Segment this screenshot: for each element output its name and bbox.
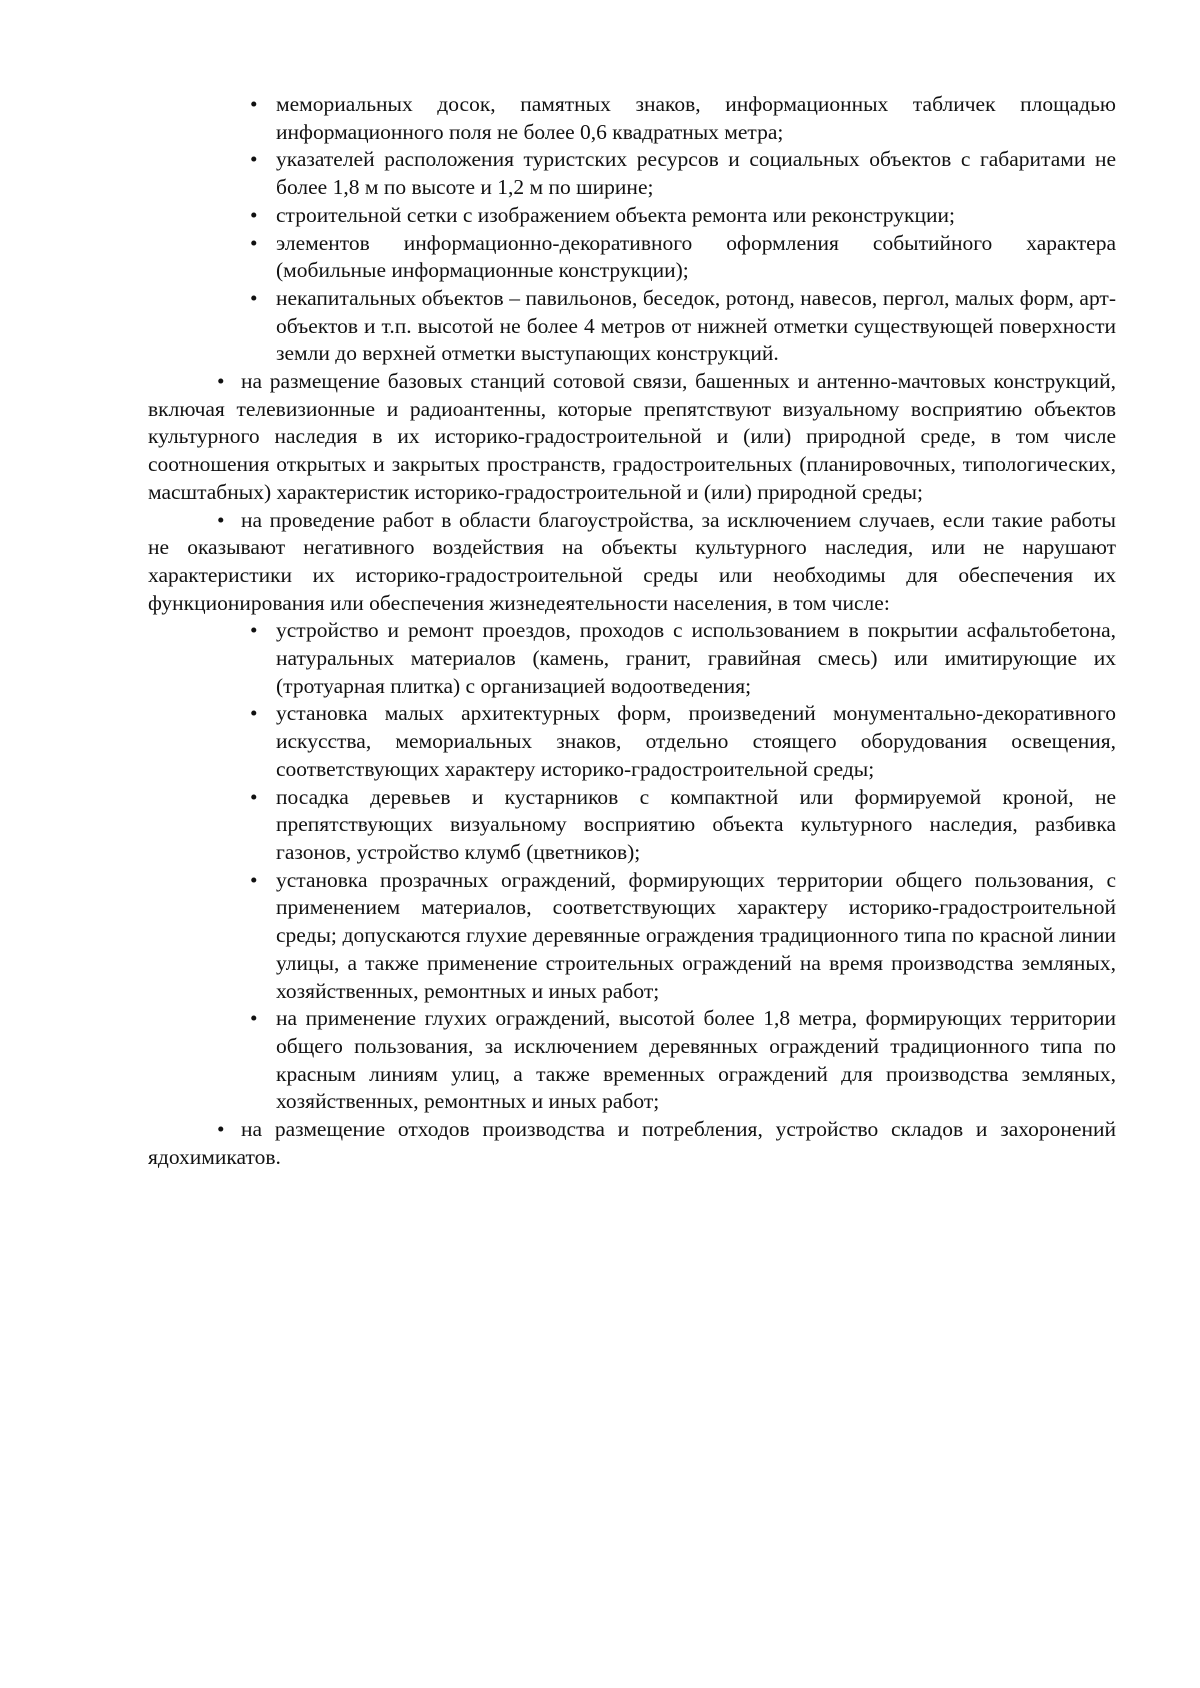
document-body: [148, 91, 1116, 1171]
bullet-icon: •: [250, 701, 258, 726]
list-item: • элементов информационно-декоративного оформления событийного характера (мобильные информационные конструкции);: [250, 230, 1116, 283]
bullet-icon: •: [250, 147, 258, 172]
list-item: • устройство и ремонт проездов, проходов с использованием в покрытии асфальтобетона, натуральных материалов (камень, гранит, гравийная смесь) или имитирующие их (тротуарная плитка) с организацией водоотведения;: [250, 618, 1116, 698]
bullet-icon: •: [250, 867, 258, 892]
bullet-icon: •: [250, 230, 258, 255]
bullet-icon: •: [250, 202, 258, 227]
paragraph-waste: • на размещение отходов производства и потребления, устройство складов и захоронений ядохимикатов.: [148, 1117, 1116, 1169]
bullet-icon: •: [217, 507, 225, 532]
paragraph-base-stations: • на размещение базовых станций сотовой связи, башенных и антенно-мачтовых конструкций, включая телевизионные и радиоантенны, которые препятствуют визуальному восприятию объектов культурного наследия в их историко-градостроительной и (или) природной среде, в том числе соотношения открытых и закрытых пространств, градостроительных (планировочных, типологических, масштабных) характеристик историко-градостроительной и (или) природной среды;: [148, 369, 1116, 504]
list-item: • установка прозрачных ограждений, формирующих территории общего пользования, с применением материалов, соответствующих характеру историко-градостроительной среды; допускаются глухие деревянные ограждения традиционного типа по красной линии улицы, а также применение строительных ограждений на время производства земляных, хозяйственных, ремонтных и иных работ;: [250, 867, 1116, 1003]
paragraph-landscaping: • на проведение работ в области благоустройства, за исключением случаев, если такие работы не оказывают негативного воздействия на объекты культурного наследия, или не нарушают характеристики их историко-градостроительной среды или необходимы для обеспечения их функционирования или обеспечения жизнедеятельности населения, в том числе:: [148, 507, 1116, 615]
bullet-icon: •: [250, 92, 258, 116]
sub-list-signage: [148, 91, 1116, 368]
list-item: • на применение глухих ограждений, высотой более 1,8 метра, формирующих территории общего пользования, за исключением деревянных ограждений традиционного типа по красным линиям улиц, а также временных ограждений для производства земляных, хозяйственных, ремонтных и иных работ;: [250, 1006, 1116, 1114]
bullet-icon: •: [217, 1117, 225, 1142]
bullet-icon: •: [250, 285, 258, 310]
list-item: • посадка деревьев и кустарников с компактной или формируемой кроной, не препятствующих визуальному восприятию объекта культурного наследия, разбивка газонов, устройство клумб (цветников);: [250, 784, 1116, 864]
bullet-icon: •: [250, 1006, 258, 1031]
bullet-icon: •: [250, 784, 258, 809]
list-item: • установка малых архитектурных форм, произведений монументально-декоративного искусства, мемориальных знаков, отдельно стоящего оборудования освещения, соответствующих характеру историко-градостроительной среды;: [250, 701, 1116, 781]
bullet-icon: •: [217, 369, 225, 394]
list-item: • некапитальных объектов – павильонов, беседок, ротонд, навесов, пергол, малых форм, арт-объектов и т.п. высотой не более 4 метров от нижней отметки существующей поверхности земли до верхней отметки выступающих конструкций.: [250, 285, 1116, 366]
list-item: • указателей расположения туристских ресурсов и социальных объектов с габаритами не более 1,8 м по высоте и 1,2 м по ширине;: [250, 147, 1116, 200]
list-item: • строительной сетки с изображением объекта ремонта или реконструкции;: [276, 202, 1116, 230]
list-item: • мемориальных досок, памятных знаков, информационных табличек площадью информационного поля не более 0,6 квадратных метра;: [250, 92, 1116, 144]
bullet-icon: •: [250, 618, 258, 643]
sub-list-landscaping: [148, 617, 1116, 1116]
